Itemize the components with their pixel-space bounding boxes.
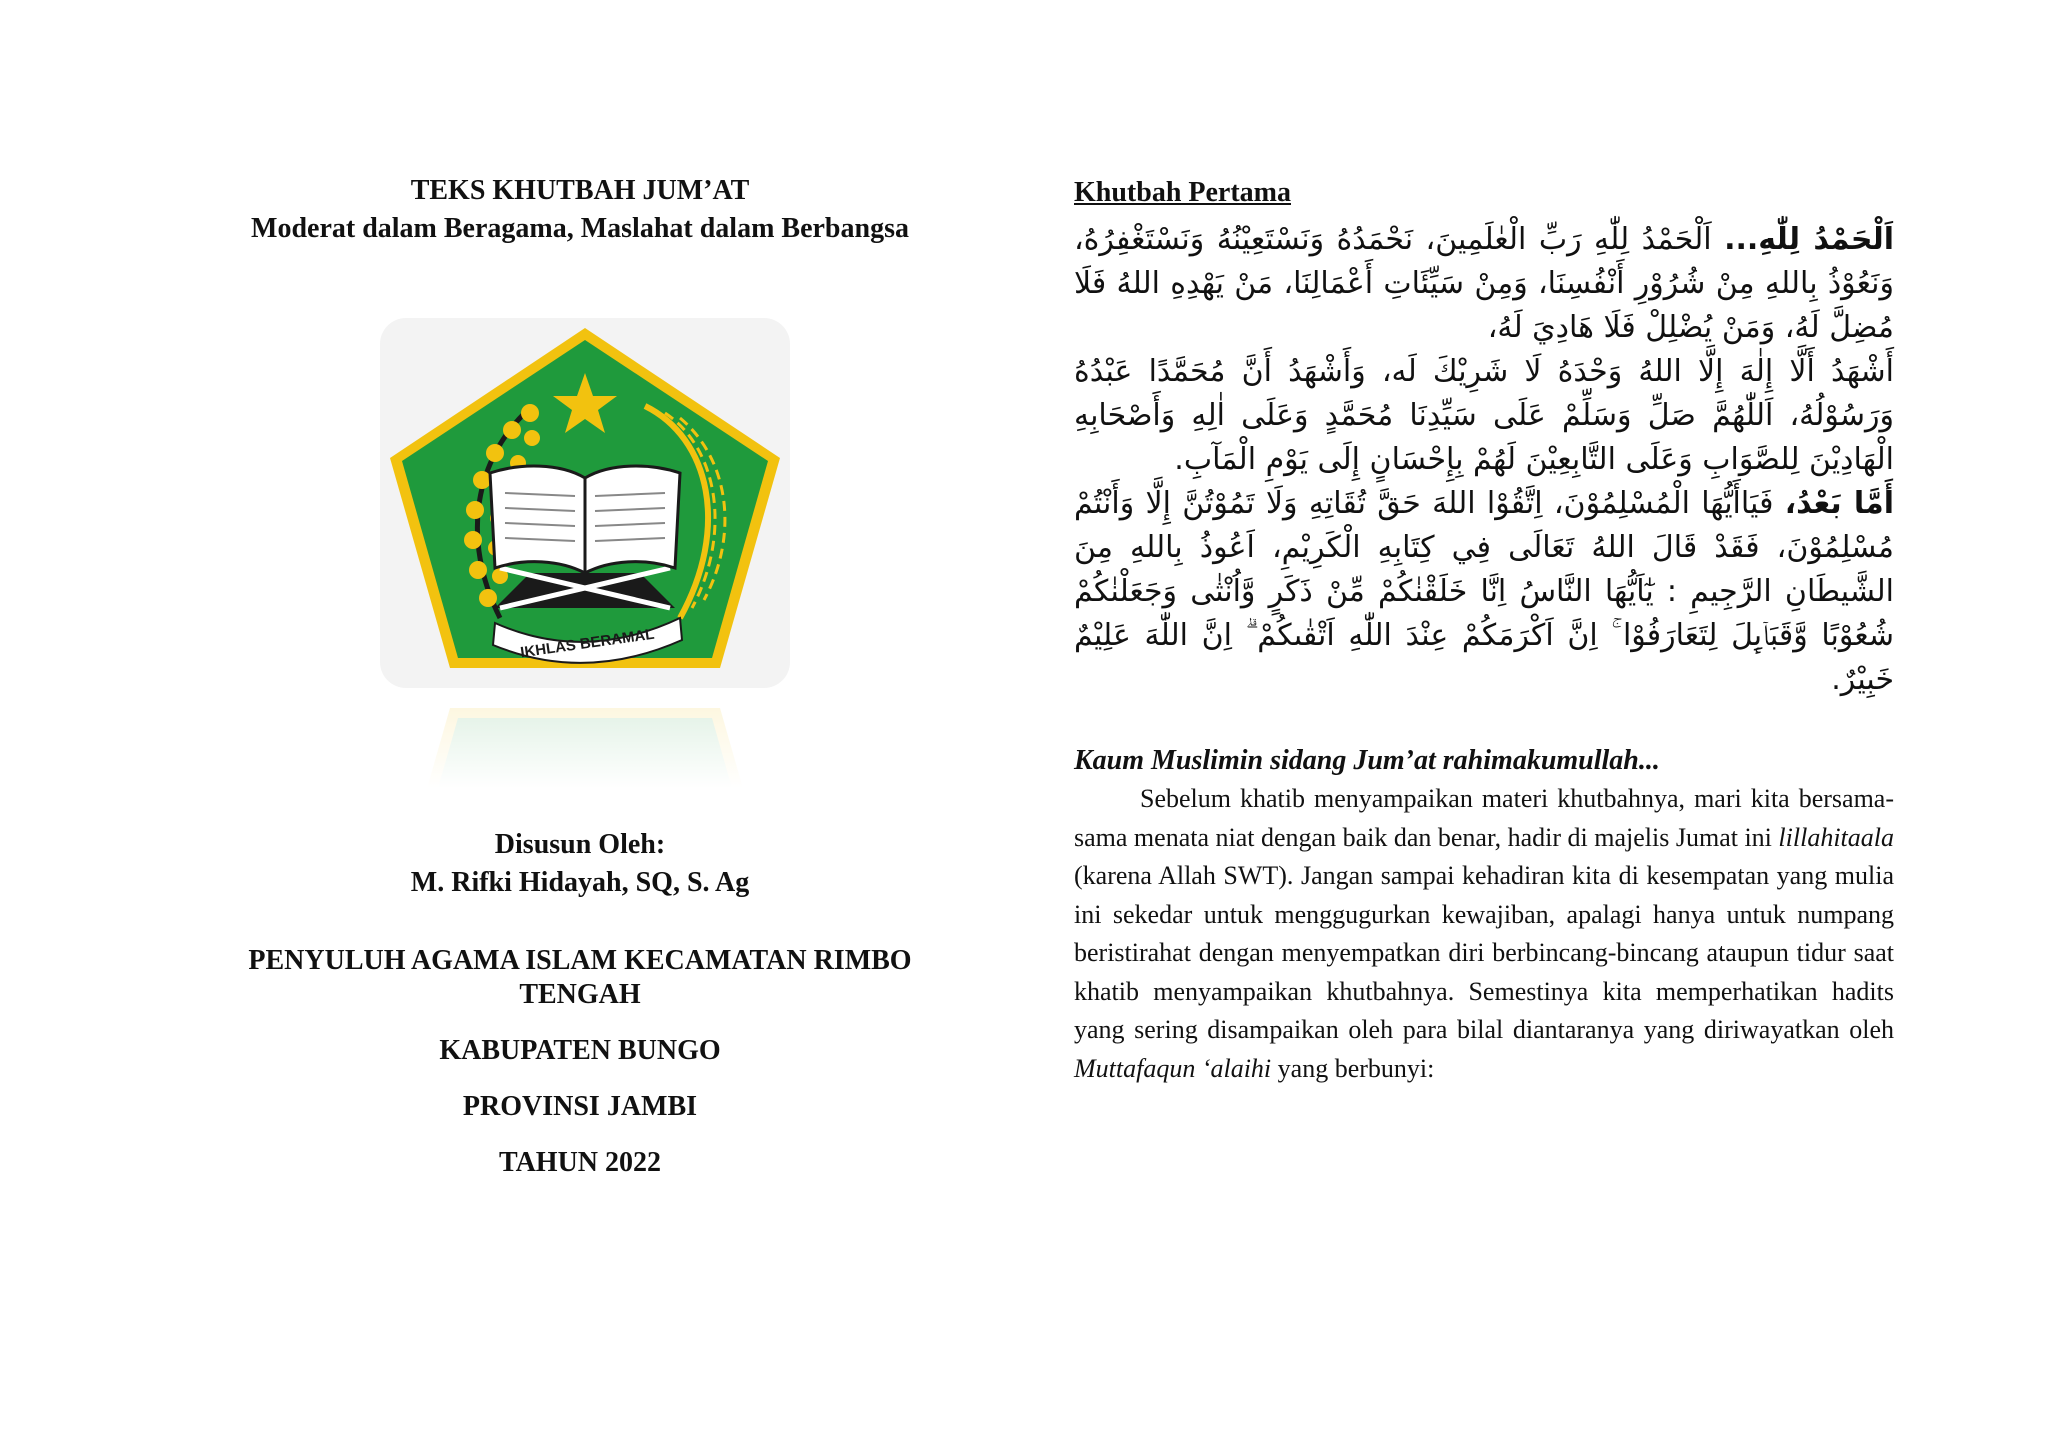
open-book-icon xyxy=(490,466,680,573)
body-paragraph xyxy=(1074,780,1894,1088)
org-line-2: TENGAH xyxy=(519,979,641,1010)
cover-header xyxy=(210,172,950,248)
arabic-text: اَلْحَمْدُ لِلّٰهِ رَبِّ الْعٰلَمِينَ، نَحْمَدُهُ وَنَسْتَعِيْنُهُ وَنَسْتَغْفِرُهُ، وَنَعُوْذُ بِاللهِ مِنْ شُرُوْرِ أَنْفُسِنَا، وَمِنْ سَيِّئَاتِ أَعْمَالِنَا، مَنْ يَهْدِهِ اللهُ فَلَا مُضِلَّ لَهُ، وَمَنْ يُضْلِلْ فَلَا هَادِيَ لَهُ، xyxy=(1074,222,1894,345)
year: TAHUN 2022 xyxy=(498,1147,662,1178)
org-line-1: PENYULUH AGAMA ISLAM KECAMATAN RIMBO xyxy=(248,945,912,976)
body-italic: Muttafaqun ‘alaihi xyxy=(1074,1053,1272,1083)
reflection-fade xyxy=(380,688,790,788)
province: PROVINSI JAMBI xyxy=(462,1091,698,1122)
arabic-paragraph-2: أَشْهَدُ أَلَّا إِلٰهَ إِلَّا اللهُ وَحْدَهُ لَا شَرِيْكَ لَه، وَأَشْهَدُ أَنَّ مُحَمَّدًا عَبْدُهُ وَرَسُوْلُهُ، اَللّٰهُمَّ صَلِّ وَسَلِّمْ عَلَى سَيِّدِنَا مُحَمَّدٍ وَعَلَى اٰلِهِ وَأَصْحَابِهِ الْهَادِيْنَ لِلصَّوَابِ وَعَلَى التَّابِعِيْنَ لَهُمْ بِإِحْسَانٍ إِلَى يَوْمِ الْمَآبِ. xyxy=(1074,354,1894,477)
arabic-opening xyxy=(1074,218,1894,702)
document-title: TEKS KHUTBAH JUM’AT xyxy=(410,175,750,206)
organization-block xyxy=(210,944,950,1180)
logo-svg xyxy=(380,318,790,788)
body-text: (karena Allah SWT). Jangan sampai kehadiran kita di kesempatan yang mulia ini sekedar untuk menggugurkan kewajiban, apalagi hanya untuk numpang beristirahat dengan menyempatkan diri berbincang-bincang ataupun tidur saat khatib menyampaikan khutbahnya. Semestinya kita memperhatikan hadits yang sering disampaikan oleh para bilal diantaranya yang diriwayatkan oleh xyxy=(1074,861,1894,1044)
document-subtitle: Moderat dalam Beragama, Maslahat dalam Berbangsa xyxy=(251,213,909,244)
arabic-lead: اَلْحَمْدُ لِلّٰهِ... xyxy=(1724,222,1894,257)
kemenag-logo xyxy=(380,318,790,788)
arabic-paragraph-1 xyxy=(1074,218,1894,350)
logo-banner-text: IKHLAS BERAMAL xyxy=(519,625,656,662)
congregation-address: Kaum Muslimin sidang Jum’at rahimakumullah... xyxy=(1074,745,1660,776)
author-label: Disusun Oleh: xyxy=(494,829,666,860)
sermon-page xyxy=(1074,174,1894,1088)
body-text: Sebelum khatib menyampaikan materi khutbahnya, mari kita bersama-sama menata niat dengan baik dan benar, hadir di majelis Jumat ini xyxy=(1074,784,1894,852)
section-title: Khutbah Pertama xyxy=(1074,177,1291,208)
arabic-lead: أَمَّا بَعْدُ، xyxy=(1784,486,1894,521)
author-name: M. Rifki Hidayah, SQ, S. Ag xyxy=(410,867,750,898)
regency: KABUPATEN BUNGO xyxy=(439,1035,721,1066)
body-text: yang berbunyi: xyxy=(1271,1053,1435,1083)
author-block xyxy=(210,826,950,902)
arabic-text: فَيَاأَيُّهَا الْمُسْلِمُوْنَ، اِتَّقُوْا اللهَ حَقَّ تُقَاتِهِ وَلَا تَمُوْتُنَّ إِلَّا وَأَنْتُمْ مُسْلِمُوْنَ، فَقَدْ قَالَ اللهُ تَعَالَى فِي كِتَابِهِ الْكَرِيْمِ، اَعُوذُ بِاللهِ مِنَ الشَّيطَانِ الرَّجِيمِ : يٰٓاَيُّهَا النَّاسُ اِنَّا خَلَقْنٰكُمْ مِّنْ ذَكَرٍ وَّاُنْثٰى وَجَعَلْنٰكُمْ شُعُوْبًا وَّقَبَاۤىِٕلَ لِتَعَارَفُوْا ۚ اِنَّ اَكْرَمَكُمْ عِنْدَ اللّٰهِ اَتْقٰىكُمْ ۗ اِنَّ اللّٰهَ عَلِيْمٌ خَبِيْرٌ. xyxy=(1074,486,1894,697)
body-italic: lillahitaala xyxy=(1778,822,1894,852)
arabic-paragraph-3 xyxy=(1074,482,1894,702)
